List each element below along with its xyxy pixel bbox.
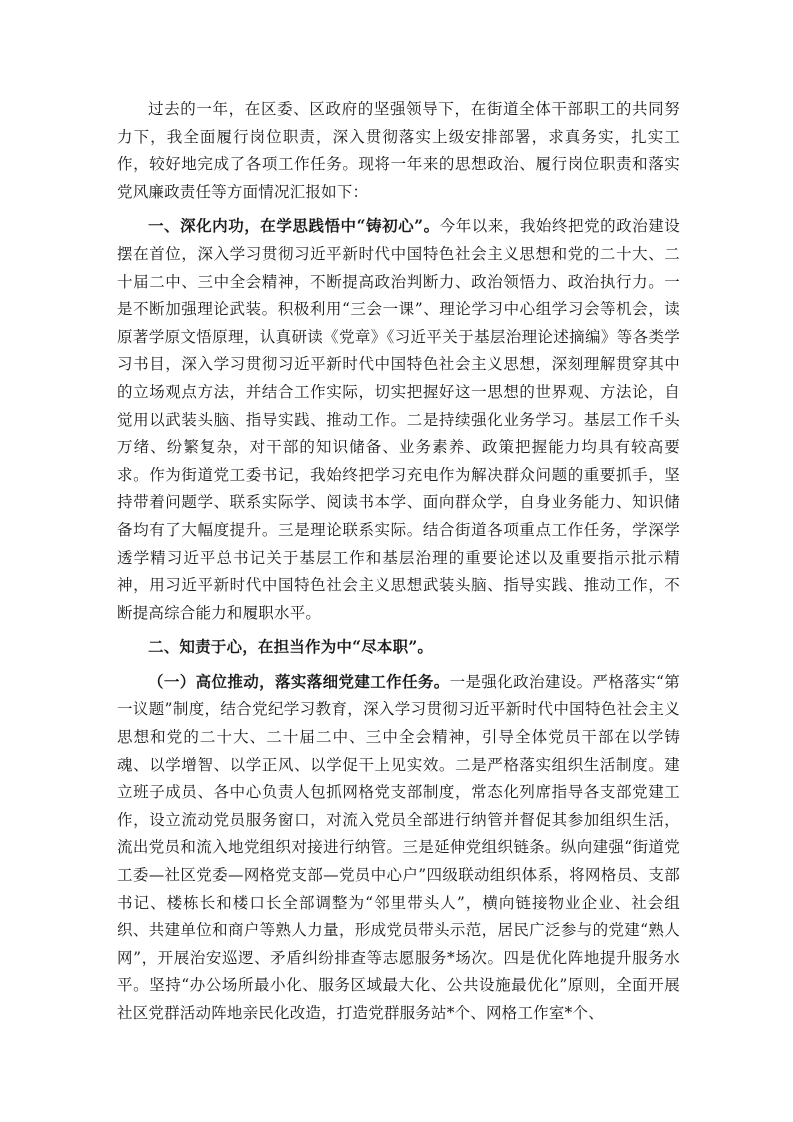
intro-paragraph: 过去的一年，在区委、区政府的坚强领导下，在街道全体干部职工的共同努力下，我全面履行岗位职责，深入贯彻落实上级安排部署，求真务实，扎实工作，较好地完成了各项工作任务。现将一年来的思想政治、履行岗位职责和落实党风廉政责任等方面情况汇报如下： — [117, 100, 680, 201]
section-1-body: 今年以来，我始终把党的政治建设摆在首位，深入学习贯彻习近平新时代中国特色社会主义思想和党的二十大、二十届二中、三中全会精神，不断提高政治判断力、政治领悟力、政治执行力。一是不断加强理论武装。积极利用“三会一课”、理论学习中心组学习会等机会，读原著学原文悟原理，认真研读《党章》《习近平关于基层治理论述摘编》等各类学习书目，深入学习贯彻习近平新时代中国特色社会主义思想，深刻理解贯穿其中的立场观点方法，并结合工作实际，切实把握好这一思想的世界观、方法论，自觉用以武装头脑、指导实践、推动工作。二是持续强化业务学习。基层工作千头万绪、纷繁复杂，对干部的知识储备、业务素养、政策把握能力均具有较高要求。作为街道党工委书记，我始终把学习充电作为解决群众问题的重要抓手，坚持带着问题学、联系实际学、阅读书本学、面向群众学，自身业务能力、知识储备均有了大幅度提升。三是理论联系实际。结合街道各项重点工作任务，学深学透学精习近平总书记关于基层工作和基层治理的重要论述以及重要指示批示精神，用习近平新时代中国特色社会主义思想武装头脑、指导实践、推动工作，不断提高综合能力和履职水平。 — [117, 217, 680, 622]
subsection-1-paragraph — [117, 668, 680, 1028]
section-1-heading: 一、深化内功，在学思践悟中“铸初心”。 — [148, 216, 440, 236]
section-2-paragraph — [117, 633, 680, 662]
subsection-1-heading: （一）高位推动，落实落细党建工作任务。 — [148, 671, 450, 691]
subsection-1-body: 一是强化政治建设。严格落实“第一议题”制度，结合党纪学习教育，深入学习贯彻习近平新时代中国特色社会主义思想和党的二十大、二十届二中、三中全会精神，引导全体党员干部在以学铸魂、以学增智、以学正风、以学促干上见实效。二是严格落实组织生活制度。建立班子成员、各中心负责人包抓网格党支部制度，常态化列席指导各支部党建工作，设立流动党员服务窗口，对流入党员全部进行纳管并督促其参加组织生活，流出党员和流入地党组织对接进行纳管。三是延伸党组织链条。纵向建强“街道党工委—社区党委—网格党支部—党员中心户”四级联动组织体系，将网格员、支部书记、楼栋长和楼口长全部调整为“邻里带头人”，横向链接物业企业、社会组织、共建单位和商户等熟人力量，形成党员带头示范，居民广泛参与的党建“熟人网”，开展治安巡逻、矛盾纠纷排查等志愿服务*场次。四是优化阵地提升服务水平。坚持“办公场所最小化、服务区域最大化、公共设施最优化”原则，全面开展社区党群活动阵地亲民化改造，打造党群服务站*个、网格工作室*个、 — [117, 672, 680, 1022]
section-2-heading: 二、知责于心，在担当作为中“尽本职”。 — [148, 637, 434, 657]
document-page — [117, 96, 680, 1028]
section-1-paragraph — [117, 212, 680, 627]
